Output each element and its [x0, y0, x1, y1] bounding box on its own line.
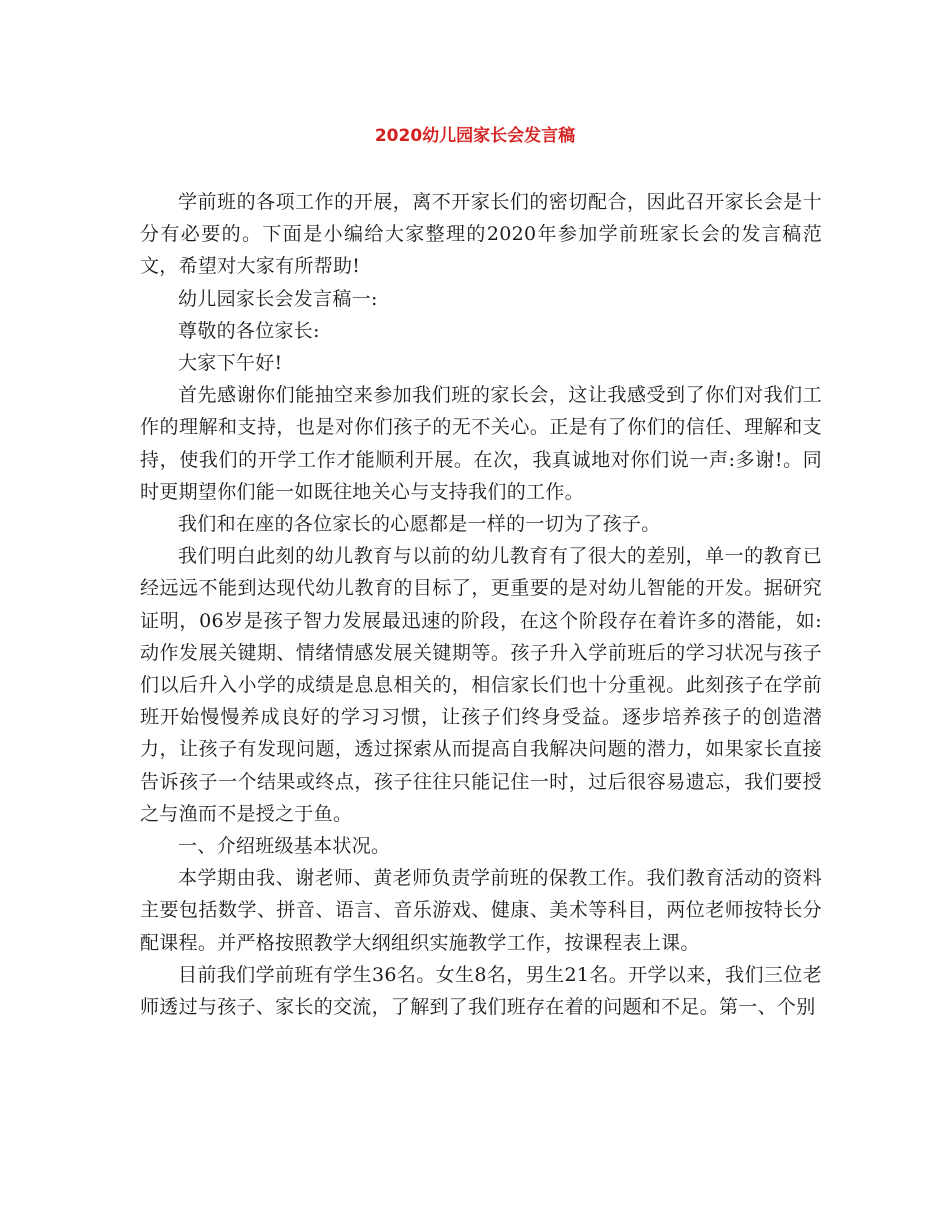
paragraph-thanks: 首先感谢你们能抽空来参加我们班的家长会，这让我感受到了你们对我们工作的理解和支持，也是对你们孩子的无不关心。正是有了你们的信任、理解和支持，使我们的开学工作才能顺利开展。在次，我真诚地对你们说一声:多谢!。同时更期望你们能一如既往地关心与支持我们的工作。	[140, 384, 822, 503]
document-body	[140, 186, 822, 1023]
paragraph-greeting: 大家下午好!	[178, 352, 283, 375]
document-title: 2020幼儿园家长会发言稿	[374, 126, 576, 146]
paragraph-heading-speech-one: 幼儿园家长会发言稿一:	[178, 287, 378, 310]
paragraph-shared-wish: 我们和在座的各位家长的心愿都是一样的一切为了孩子。	[178, 513, 661, 536]
paragraph-section-heading-class-intro: 一、介绍班级基本状况。	[178, 835, 391, 858]
paragraph-education-importance: 我们明白此刻的幼儿教育与以前的幼儿教育有了很大的差别，单一的教育已经远远不能到达现代幼儿教育的目标了，更重要的是对幼儿智能的开发。据研究证明，06岁是孩子智力发展最迅速的阶段，在这个阶段存在着许多的潜能，如:动作发展关键期、情绪情感发展关键期等。孩子升入学前班后的学习状况与孩子们以后升入小学的成绩是息息相关的，相信家长们也十分重视。此刻孩子在学前班开始慢慢养成良好的学习习惯，让孩子们终身受益。逐步培养孩子的创造潜力，让孩子有发现问题，透过探索从而提高自我解决问题的潜力，如果家长直接告诉孩子一个结果或终点，孩子往往只能记住一时，过后很容易遗忘，我们要授之与渔而不是授之于鱼。	[140, 545, 822, 825]
paragraph-intro: 学前班的各项工作的开展，离不开家长们的密切配合，因此召开家长会是十分有必要的。下面是小编给大家整理的2020年参加学前班家长会的发言稿范文，希望对大家有所帮助!	[140, 191, 822, 278]
paragraph-salutation: 尊敬的各位家长:	[178, 319, 320, 342]
paragraph-teachers-curriculum: 本学期由我、谢老师、黄老师负责学前班的保教工作。我们教育活动的资料主要包括数学、拼音、语言、音乐游戏、健康、美术等科目，两位老师按特长分配课程。并严格按照教学大纲组织实施教学工作，按课程表上课。	[140, 867, 822, 954]
paragraph-class-enrollment: 目前我们学前班有学生36名。女生8名，男生21名。开学以来，我们三位老师透过与孩子、家长的交流，了解到了我们班存在着的问题和不足。第一、个别	[140, 963, 822, 1019]
